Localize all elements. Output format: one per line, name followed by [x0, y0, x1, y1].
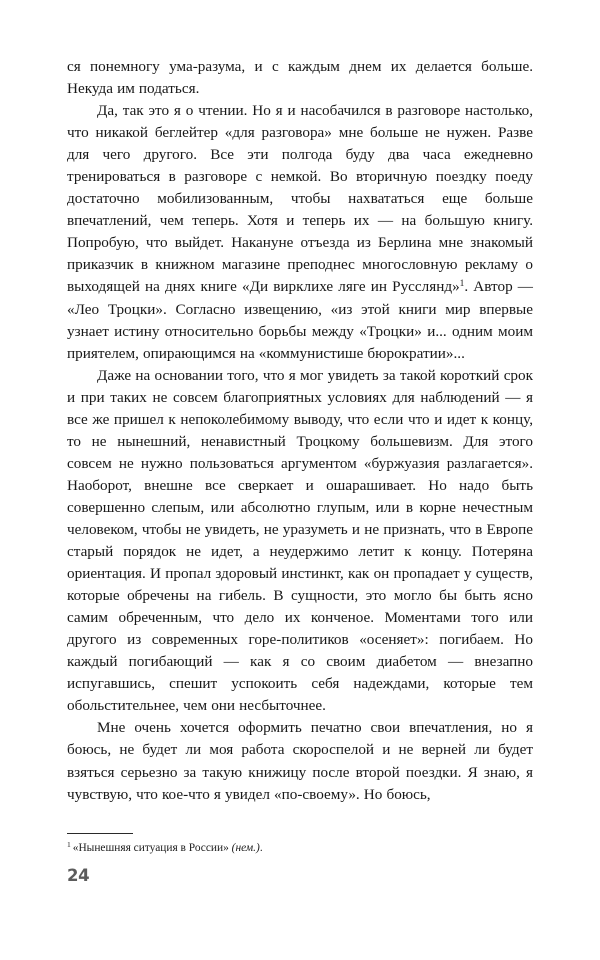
- footnote-translation-text: «Нынешняя ситуация в России»: [72, 842, 229, 854]
- paragraph-with-footnote: [67, 100, 533, 365]
- footnote-block: [67, 833, 533, 856]
- footnote-number: 1: [67, 840, 71, 850]
- paragraph-closing: Мне очень хочется оформить печатно свои впечатления, но я боюсь, не будет ли моя работа скороспелой и не верней ли будет взяться серьезно за такую книжицу после второй поездки. Я знаю, я чувствую, что кое-что я увидел «по-своему». Но боюсь,: [67, 719, 533, 803]
- paragraph-continued: ся понемногу ума-разума, и с каждым днем их делается больше. Некуда им податься.: [67, 58, 533, 98]
- footnote-reference-marker[interactable]: 1: [459, 279, 465, 290]
- page-number: 24: [67, 866, 90, 885]
- footnote-terminal-period: .: [259, 842, 263, 854]
- paragraph-text-before-footnote-ref: Да, так это я о чтении. Но я и насобачился в разговоре настолько, что никакой беглейтер «для разговора» мне больше не нужен. Разве для чего другого. Все эти полгода буду два часа ежедневно тренироваться в разговоре с немкой. Во вторичную поездку поеду достаточно мобилизованным, чтобы нахвататься еще больше впечатлений, чем теперь. Хотя и теперь их — на большую книгу. Попробую, что выйдет. Накануне отъезда из Берлина мне знакомый приказчик в книжном магазине преподнес многословную рекламу о выходящей на днях книге «Ди вирклихе ляге ин Русслянд»: [67, 102, 533, 296]
- paragraph-observations: Даже на основании того, что я мог увидеть за такой короткий срок и при таких не совсем благоприятных условиях для наблюдений — я все же пришел к непоколебимому выводу, что если что и идет к концу, то не нынешний, ненавистный Троцкому большевизм. Для этого совсем не нужно пользоваться аргументом «буржуазия разлагается». Наоборот, внешне все сверкает и ошарашивает. Но надо быть совершенно слепым, или абсолютно глупым, или в корне нечестным человеком, чтобы не увидеть, не уразуметь и не признать, что в Европе старый порядок не идет, а неудержимо летит к концу. Потеряна ориентация. И пропал здоровый инстинкт, как он пропадает у существ, которые обречены на гибель. В сущности, это могло бы быть ясно самим обреченным, что дело их конченое. Моментами того или другого из современных горе-политиков «осеняет»: погибаем. Но каждый погибающий — как я со своим диабетом — внезапно испугавшись, спешит успокоить себя надеждами, которые тем обольстительнее, чем они несбыточнее.: [67, 366, 533, 715]
- paragraph-text-after-footnote-ref: . Автор — «Лео Троцки». Согласно извещению, «из этой книги мир впервые узнает истину относительно борьбы между «Троцки» и... одним моим приятелем, опирающимся на «коммунистише бюрократии»...: [67, 278, 533, 362]
- footnote-separator-rule: [67, 833, 133, 834]
- body-text-column: [67, 56, 533, 806]
- footnote-entry: [67, 841, 533, 856]
- footnote-language-note: (нем.): [231, 842, 260, 854]
